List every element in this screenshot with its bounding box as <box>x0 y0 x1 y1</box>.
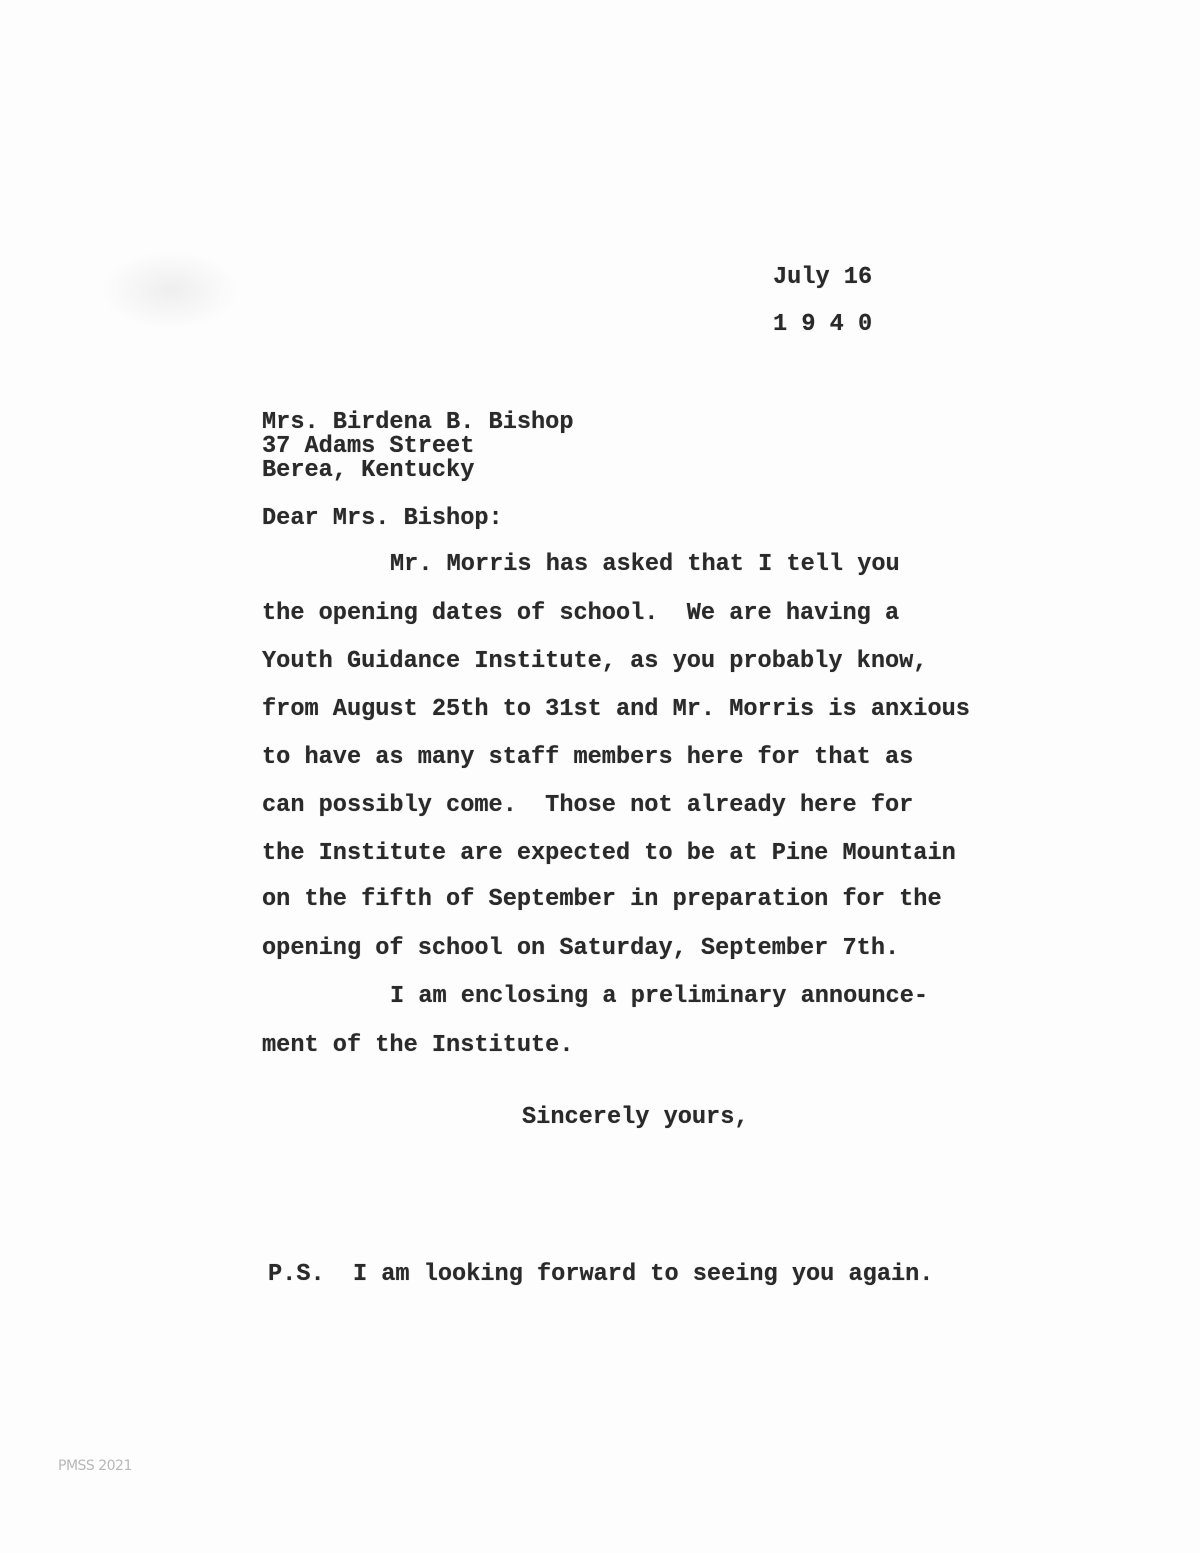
body-line: I am enclosing a preliminary announce- <box>390 983 929 1010</box>
address-line: Mrs. Birdena B. Bishop <box>262 409 574 436</box>
date-year: 1 9 4 0 <box>773 311 873 338</box>
paper-smudge <box>100 250 240 330</box>
body-line: on the fifth of September in preparation for the <box>262 886 942 913</box>
body-line: the opening dates of school. We are having a <box>262 600 900 627</box>
closing: Sincerely yours, <box>522 1104 749 1131</box>
body-line: from August 25th to 31st and Mr. Morris is anxious <box>262 696 970 723</box>
body-line: ment of the Institute. <box>262 1032 574 1059</box>
body-line: can possibly come. Those not already here for <box>262 792 914 819</box>
date-month-day: July 16 <box>773 264 873 291</box>
body-line: opening of school on Saturday, September 7th. <box>262 935 900 962</box>
body-line: to have as many staff members here for that as <box>262 744 914 771</box>
watermark: PMSS 2021 <box>58 1458 132 1474</box>
address-line: 37 Adams Street <box>262 433 475 460</box>
postscript: P.S. I am looking forward to seeing you again. <box>268 1261 934 1288</box>
address-line: Berea, Kentucky <box>262 457 475 484</box>
body-line: Youth Guidance Institute, as you probably know, <box>262 648 928 675</box>
salutation: Dear Mrs. Bishop: <box>262 505 503 532</box>
body-line: the Institute are expected to be at Pine Mountain <box>262 840 956 867</box>
body-line: Mr. Morris has asked that I tell you <box>390 551 900 578</box>
